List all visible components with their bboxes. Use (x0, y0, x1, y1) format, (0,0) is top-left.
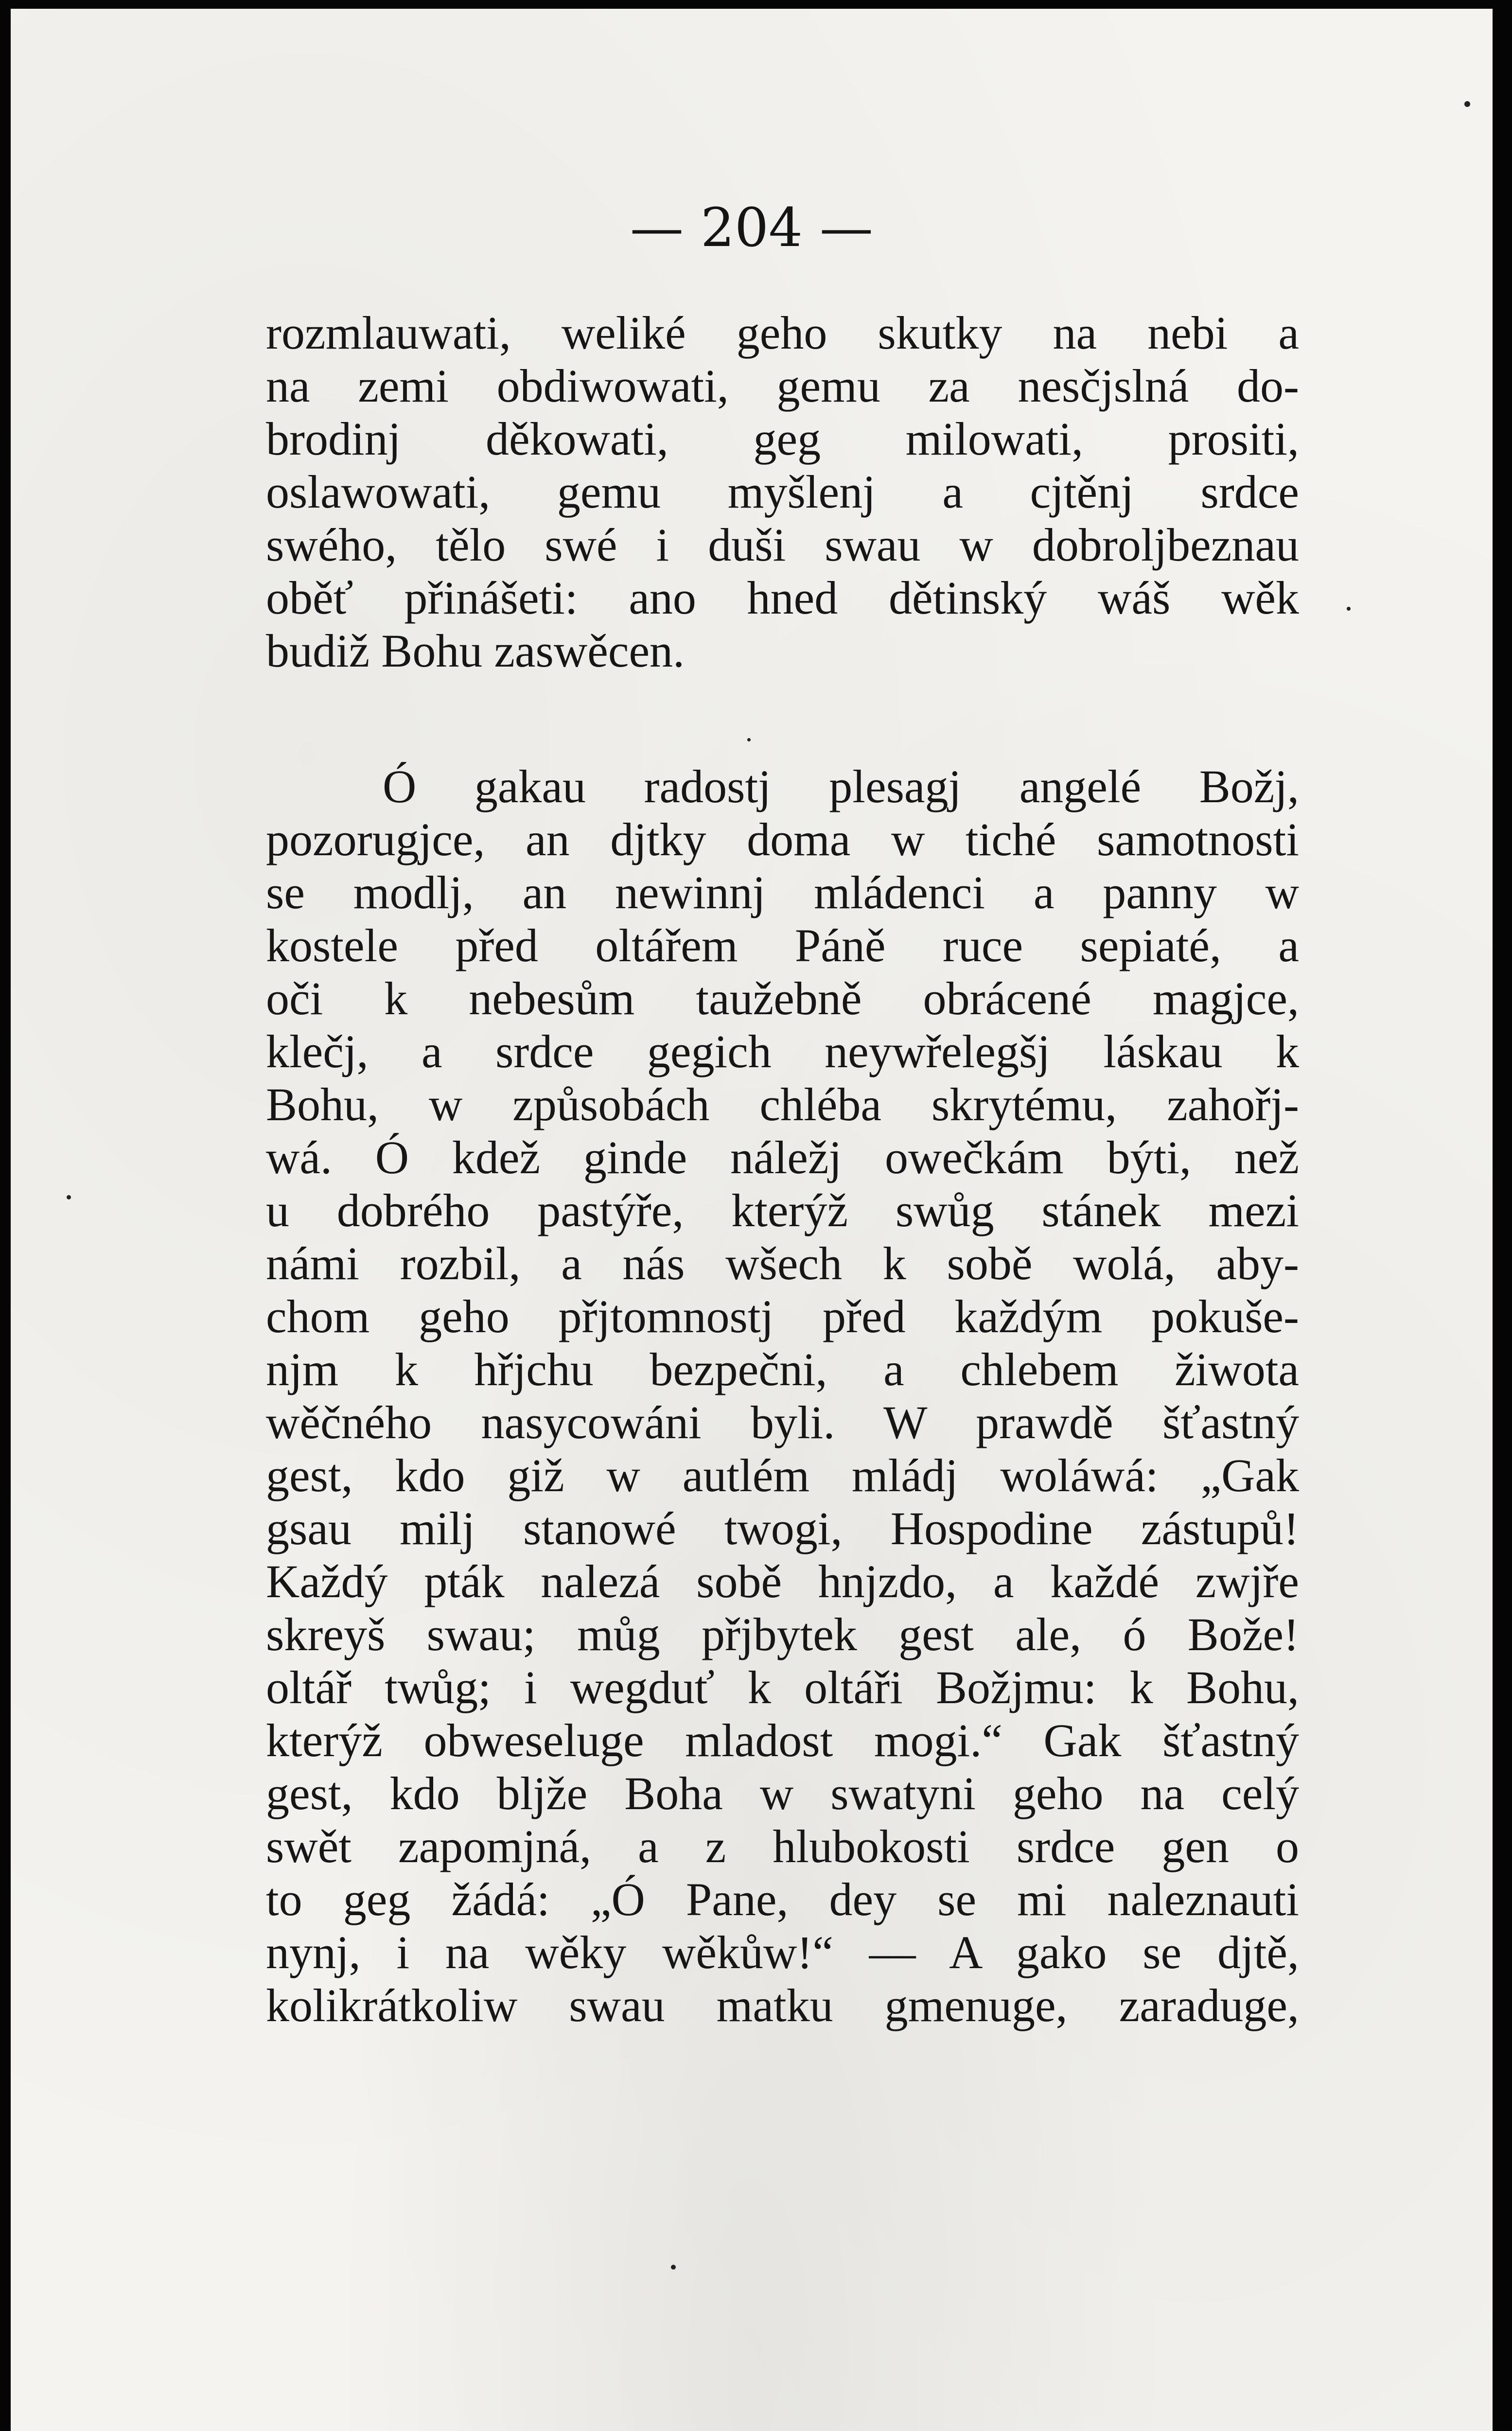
ink-speck (747, 738, 751, 741)
ink-speck (671, 2265, 676, 2270)
text-line: Bohu, w způsobách chléba skrytému, zahořj- (266, 1078, 1299, 1130)
page-number: — 204 — (630, 196, 873, 259)
text-line: námi rozbil, a nás wšech k sobě wolá, aby- (266, 1237, 1299, 1289)
text-line: swého, tělo swé i duši swau w dobroljbeznau (266, 519, 1299, 571)
text-line: budiž Bohu zaswěcen. (266, 625, 685, 677)
text-line: pozorugjce, an djtky doma w tiché samotnosti (266, 813, 1299, 865)
text-line: swět zapomjná, a z hlubokosti srdce gen o (266, 1820, 1299, 1872)
text-line: Každý pták nalezá sobě hnjzdo, a každé zwjře (266, 1555, 1299, 1607)
ink-speck (1464, 101, 1470, 107)
text-line: gest, kdo bljže Boha w swatyni geho na celý (266, 1767, 1299, 1819)
text-line: kostele před oltářem Páně ruce sepiaté, a (266, 919, 1299, 971)
text-line: wěčného nasycowáni byli. W prawdě šťastný (266, 1396, 1299, 1448)
paragraph-2 (266, 760, 1299, 2032)
text-line: gest, kdo giž w autlém mládj woláwá: „Gak (266, 1449, 1299, 1501)
text-line: kterýž obweseluge mladost mogi.“ Gak šťastný (266, 1714, 1299, 1766)
text-line: klečj, a srdce gegich neywřelegšj láskau k (266, 1025, 1299, 1077)
text-line: gsau milj stanowé twogi, Hospodine zástupů! (266, 1502, 1299, 1554)
book-page (11, 9, 1493, 2431)
text-line: rozmlauwati, weliké geho skutky na nebi a (266, 307, 1299, 359)
text-line: to geg žádá: „Ó Pane, dey se mi naleznauti (266, 1873, 1299, 1925)
text-line: Ó gakau radostj plesagj angelé Božj, (383, 760, 1299, 812)
text-line: oběť přinášeti: ano hned dětinský wáš wěk (266, 572, 1299, 624)
ink-speck (1347, 607, 1351, 611)
text-line: oltář twůg; i wegduť k oltáři Božjmu: k Bohu, (266, 1661, 1299, 1713)
text-line: na zemi obdiwowati, gemu za nesčjslná do- (266, 360, 1299, 412)
text-line: skreyš swau; můg přjbytek gest ale, ó Bože! (266, 1608, 1299, 1660)
text-line: oči k nebesům taužebně obrácené magjce, (266, 972, 1299, 1024)
text-line: wá. Ó kdež ginde náležj owečkám býti, než (266, 1131, 1299, 1183)
text-line: u dobrého pastýře, kterýž swůg stánek mezi (266, 1184, 1299, 1236)
ink-speck (67, 1195, 71, 1199)
text-line: nynj, i na wěky wěkůw!“ — A gako se djtě, (266, 1926, 1299, 1978)
paragraph-1 (266, 306, 1299, 677)
text-line: njm k hřjchu bezpečni, a chlebem žiwota (266, 1343, 1299, 1395)
text-line: chom geho přjtomnostj před každým pokuše- (266, 1290, 1299, 1342)
text-line: se modlj, an newinnj mládenci a panny w (266, 866, 1299, 918)
text-line: oslawowati, gemu myšlenj a cjtěnj srdce (266, 466, 1299, 518)
text-line: kolikrátkoliw swau matku gmenuge, zaraduge, (266, 1979, 1299, 2031)
text-line: brodinj děkowati, geg milowati, prositi, (266, 413, 1299, 465)
